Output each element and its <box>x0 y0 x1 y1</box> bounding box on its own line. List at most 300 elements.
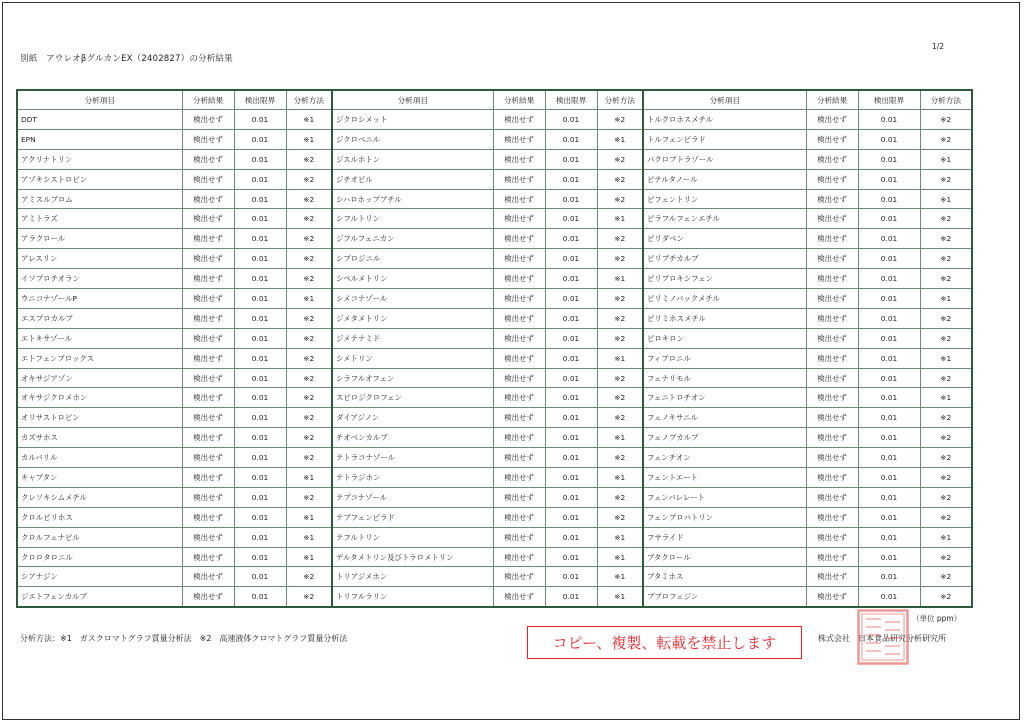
header-item: 分析項目 <box>332 90 493 110</box>
cell-item: フサライド <box>643 527 806 547</box>
cell-item: スピロジクロフェン <box>332 388 493 408</box>
cell-item: トルクロホスメチル <box>643 110 806 130</box>
cell-result: 検出せず <box>182 408 234 428</box>
cell-method: ※2 <box>597 328 643 348</box>
cell-result: 検出せず <box>806 149 858 169</box>
cell-method: ※2 <box>597 368 643 388</box>
cell-method: ※2 <box>286 328 332 348</box>
cell-item: ブタクロール <box>643 547 806 567</box>
cell-limit: 0.01 <box>858 328 920 348</box>
cell-result: 検出せず <box>806 567 858 587</box>
cell-item: ビテルタノール <box>643 169 806 189</box>
cell-item: オリサストロビン <box>17 408 182 428</box>
cell-method: ※1 <box>286 507 332 527</box>
cell-method: ※2 <box>920 587 972 607</box>
cell-item: ピリダベン <box>643 229 806 249</box>
cell-item: シアナジン <box>17 567 182 587</box>
cell-limit: 0.01 <box>234 189 286 209</box>
cell-limit: 0.01 <box>858 269 920 289</box>
cell-limit: 0.01 <box>858 587 920 607</box>
cell-method: ※2 <box>597 487 643 507</box>
table-row <box>17 249 972 269</box>
cell-limit: 0.01 <box>234 129 286 149</box>
table-row <box>17 129 972 149</box>
cell-limit: 0.01 <box>858 547 920 567</box>
cell-limit: 0.01 <box>545 169 597 189</box>
cell-method: ※2 <box>286 388 332 408</box>
cell-limit: 0.01 <box>234 527 286 547</box>
table-row <box>17 269 972 289</box>
cell-result: 検出せず <box>182 428 234 448</box>
cell-limit: 0.01 <box>545 149 597 169</box>
cell-result: 検出せず <box>182 527 234 547</box>
cell-item: シメトリン <box>332 348 493 368</box>
cell-limit: 0.01 <box>545 189 597 209</box>
cell-result: 検出せず <box>493 388 545 408</box>
cell-limit: 0.01 <box>234 249 286 269</box>
cell-limit: 0.01 <box>234 368 286 388</box>
cell-limit: 0.01 <box>545 388 597 408</box>
cell-result: 検出せず <box>493 428 545 448</box>
cell-item: パクロブトラゾール <box>643 149 806 169</box>
cell-result: 検出せず <box>182 249 234 269</box>
cell-limit: 0.01 <box>545 567 597 587</box>
cell-limit: 0.01 <box>234 547 286 567</box>
cell-limit: 0.01 <box>858 487 920 507</box>
cell-result: 検出せず <box>182 308 234 328</box>
cell-item: フェナリモル <box>643 368 806 388</box>
cell-result: 検出せず <box>182 189 234 209</box>
cell-limit: 0.01 <box>545 209 597 229</box>
cell-result: 検出せず <box>806 110 858 130</box>
cell-result: 検出せず <box>182 388 234 408</box>
cell-result: 検出せず <box>493 110 545 130</box>
cell-method: ※1 <box>597 567 643 587</box>
cell-method: ※2 <box>286 249 332 269</box>
cell-limit: 0.01 <box>858 468 920 488</box>
cell-limit: 0.01 <box>858 209 920 229</box>
cell-result: 検出せず <box>182 169 234 189</box>
cell-limit: 0.01 <box>234 388 286 408</box>
header-method: 分析方法 <box>286 90 332 110</box>
cell-limit: 0.01 <box>545 468 597 488</box>
cell-item: テトラジホン <box>332 468 493 488</box>
header-method: 分析方法 <box>597 90 643 110</box>
cell-limit: 0.01 <box>858 448 920 468</box>
cell-result: 検出せず <box>493 507 545 527</box>
cell-limit: 0.01 <box>234 169 286 189</box>
table-row <box>17 428 972 448</box>
cell-method: ※2 <box>597 507 643 527</box>
cell-limit: 0.01 <box>545 110 597 130</box>
cell-method: ※1 <box>597 547 643 567</box>
cell-method: ※2 <box>286 368 332 388</box>
cell-result: 検出せず <box>806 408 858 428</box>
cell-item: アラクロール <box>17 229 182 249</box>
table-row <box>17 308 972 328</box>
table-row <box>17 348 972 368</box>
cell-item: シラフルオフェン <box>332 368 493 388</box>
cell-limit: 0.01 <box>858 348 920 368</box>
cell-method: ※2 <box>597 110 643 130</box>
cell-method: ※2 <box>286 149 332 169</box>
cell-result: 検出せず <box>493 587 545 607</box>
cell-item: クロルピリホス <box>17 507 182 527</box>
cell-method: ※1 <box>597 468 643 488</box>
cell-result: 検出せず <box>182 209 234 229</box>
cell-item: ダイアジノン <box>332 408 493 428</box>
cell-item: ビフェントリン <box>643 189 806 209</box>
cell-method: ※1 <box>597 269 643 289</box>
cell-item: フィプロニル <box>643 348 806 368</box>
cell-result: 検出せず <box>806 269 858 289</box>
cell-limit: 0.01 <box>545 428 597 448</box>
document-title: 別紙 アウレオβグルカンEX（2402827）の分析結果 <box>20 54 233 64</box>
cell-item: ピロキロン <box>643 328 806 348</box>
cell-item: ジクロシメット <box>332 110 493 130</box>
cell-method: ※2 <box>286 348 332 368</box>
table-row <box>17 587 972 607</box>
cell-item: トルフェンピラド <box>643 129 806 149</box>
cell-result: 検出せず <box>493 567 545 587</box>
copy-prohibition-notice: コピー、複製、転載を禁止します <box>527 626 802 659</box>
cell-limit: 0.01 <box>234 408 286 428</box>
header-item: 分析項目 <box>17 90 182 110</box>
cell-method: ※2 <box>920 428 972 448</box>
cell-item: ウニコナゾールP <box>17 289 182 309</box>
cell-method: ※1 <box>286 129 332 149</box>
cell-method: ※2 <box>920 468 972 488</box>
cell-result: 検出せず <box>493 448 545 468</box>
cell-method: ※2 <box>286 189 332 209</box>
cell-method: ※2 <box>920 308 972 328</box>
cell-limit: 0.01 <box>234 487 286 507</box>
cell-limit: 0.01 <box>858 428 920 448</box>
cell-result: 検出せず <box>806 328 858 348</box>
table-row <box>17 487 972 507</box>
table-row <box>17 547 972 567</box>
table-row <box>17 229 972 249</box>
cell-item: カルバリル <box>17 448 182 468</box>
cell-item: クロロタロニル <box>17 547 182 567</box>
cell-method: ※2 <box>920 229 972 249</box>
cell-method: ※2 <box>286 169 332 189</box>
cell-method: ※2 <box>920 487 972 507</box>
cell-method: ※2 <box>920 448 972 468</box>
cell-item: テブフェンピラド <box>332 507 493 527</box>
cell-item: クレソキシムメチル <box>17 487 182 507</box>
cell-limit: 0.01 <box>545 269 597 289</box>
cell-result: 検出せず <box>182 468 234 488</box>
table-row <box>17 328 972 348</box>
cell-result: 検出せず <box>182 348 234 368</box>
cell-item: ブプロフェジン <box>643 587 806 607</box>
cell-method: ※2 <box>920 269 972 289</box>
table-header-row <box>17 90 972 110</box>
cell-method: ※2 <box>597 149 643 169</box>
cell-method: ※2 <box>920 507 972 527</box>
page-number: 1/2 <box>932 42 945 51</box>
table-row <box>17 189 972 209</box>
cell-item: DDT <box>17 110 182 130</box>
cell-limit: 0.01 <box>234 507 286 527</box>
cell-limit: 0.01 <box>234 587 286 607</box>
cell-limit: 0.01 <box>545 448 597 468</box>
cell-method: ※1 <box>920 388 972 408</box>
cell-item: エスプロカルブ <box>17 308 182 328</box>
cell-limit: 0.01 <box>858 229 920 249</box>
cell-item: オキサジクロメホン <box>17 388 182 408</box>
cell-result: 検出せず <box>182 110 234 130</box>
cell-method: ※2 <box>920 249 972 269</box>
table-row <box>17 408 972 428</box>
cell-result: 検出せず <box>493 368 545 388</box>
cell-limit: 0.01 <box>545 587 597 607</box>
header-limit: 検出限界 <box>545 90 597 110</box>
cell-result: 検出せず <box>493 289 545 309</box>
cell-limit: 0.01 <box>545 249 597 269</box>
cell-method: ※2 <box>920 368 972 388</box>
cell-result: 検出せず <box>493 468 545 488</box>
cell-limit: 0.01 <box>234 448 286 468</box>
cell-item: ピリブチカルブ <box>643 249 806 269</box>
cell-method: ※1 <box>920 149 972 169</box>
cell-method: ※2 <box>286 308 332 328</box>
cell-item: ジスルホトン <box>332 149 493 169</box>
cell-limit: 0.01 <box>234 229 286 249</box>
cell-result: 検出せず <box>806 428 858 448</box>
cell-result: 検出せず <box>806 388 858 408</box>
cell-result: 検出せず <box>806 527 858 547</box>
table-row <box>17 468 972 488</box>
cell-item: トリフルラリン <box>332 587 493 607</box>
cell-result: 検出せず <box>493 487 545 507</box>
header-result: 分析結果 <box>806 90 858 110</box>
cell-result: 検出せず <box>806 249 858 269</box>
cell-item: シフルトリン <box>332 209 493 229</box>
results-body <box>17 110 972 608</box>
cell-method: ※2 <box>597 229 643 249</box>
cell-item: カズサホス <box>17 428 182 448</box>
cell-item: アミスルブロム <box>17 189 182 209</box>
cell-limit: 0.01 <box>545 487 597 507</box>
cell-limit: 0.01 <box>858 249 920 269</box>
cell-result: 検出せず <box>182 289 234 309</box>
cell-limit: 0.01 <box>234 149 286 169</box>
header-result: 分析結果 <box>182 90 234 110</box>
cell-item: フェントエート <box>643 468 806 488</box>
cell-method: ※2 <box>920 408 972 428</box>
table-row <box>17 289 972 309</box>
cell-result: 検出せず <box>493 547 545 567</box>
table-row <box>17 110 972 130</box>
cell-result: 検出せず <box>493 169 545 189</box>
cell-item: キャプタン <box>17 468 182 488</box>
cell-result: 検出せず <box>182 269 234 289</box>
cell-result: 検出せず <box>493 308 545 328</box>
cell-item: ブタミホス <box>643 567 806 587</box>
cell-method: ※2 <box>286 487 332 507</box>
cell-item: シペルメトリン <box>332 269 493 289</box>
cell-item: ピリミホスメチル <box>643 308 806 328</box>
cell-method: ※2 <box>286 567 332 587</box>
header-limit: 検出限界 <box>234 90 286 110</box>
cell-limit: 0.01 <box>545 328 597 348</box>
cell-result: 検出せず <box>806 468 858 488</box>
cell-limit: 0.01 <box>234 289 286 309</box>
cell-result: 検出せず <box>182 567 234 587</box>
cell-method: ※2 <box>920 129 972 149</box>
cell-method: ※2 <box>597 388 643 408</box>
cell-method: ※2 <box>597 189 643 209</box>
cell-method: ※1 <box>286 468 332 488</box>
cell-limit: 0.01 <box>858 368 920 388</box>
cell-item: ジメタメトリン <box>332 308 493 328</box>
cell-method: ※2 <box>286 408 332 428</box>
cell-limit: 0.01 <box>858 289 920 309</box>
cell-item: フェンバレレート <box>643 487 806 507</box>
cell-method: ※2 <box>920 547 972 567</box>
cell-item: テフルトリン <box>332 527 493 547</box>
cell-method: ※2 <box>920 169 972 189</box>
cell-method: ※2 <box>597 408 643 428</box>
cell-result: 検出せず <box>493 408 545 428</box>
unit-note: （単位 ppm） <box>912 614 962 623</box>
cell-result: 検出せず <box>182 547 234 567</box>
cell-method: ※2 <box>286 269 332 289</box>
cell-limit: 0.01 <box>858 129 920 149</box>
cell-result: 検出せず <box>806 289 858 309</box>
cell-method: ※2 <box>597 308 643 328</box>
cell-limit: 0.01 <box>858 149 920 169</box>
cell-method: ※2 <box>286 587 332 607</box>
cell-limit: 0.01 <box>545 289 597 309</box>
cell-limit: 0.01 <box>545 408 597 428</box>
cell-item: EPN <box>17 129 182 149</box>
cell-item: ジチオピル <box>332 169 493 189</box>
cell-method: ※1 <box>920 348 972 368</box>
cell-method: ※1 <box>597 129 643 149</box>
table-row <box>17 527 972 547</box>
cell-method: ※2 <box>920 567 972 587</box>
cell-limit: 0.01 <box>545 129 597 149</box>
header-item: 分析項目 <box>643 90 806 110</box>
cell-result: 検出せず <box>182 507 234 527</box>
cell-method: ※2 <box>920 328 972 348</box>
cell-result: 検出せず <box>806 229 858 249</box>
cell-item: エトフェンプロックス <box>17 348 182 368</box>
table-row <box>17 507 972 527</box>
method-note: 分析方法：※1 ガスクロマトグラフ質量分析法 ※2 高速液体クロマトグラフ質量分析法 <box>20 634 348 643</box>
cell-item: ピリプロキシフェン <box>643 269 806 289</box>
cell-result: 検出せず <box>493 249 545 269</box>
cell-method: ※1 <box>597 209 643 229</box>
cell-result: 検出せず <box>806 129 858 149</box>
cell-method: ※1 <box>286 527 332 547</box>
cell-limit: 0.01 <box>234 269 286 289</box>
cell-limit: 0.01 <box>545 547 597 567</box>
cell-result: 検出せず <box>182 328 234 348</box>
cell-limit: 0.01 <box>234 110 286 130</box>
cell-limit: 0.01 <box>858 507 920 527</box>
cell-item: ピリミノバックメチル <box>643 289 806 309</box>
cell-limit: 0.01 <box>545 229 597 249</box>
cell-result: 検出せず <box>806 507 858 527</box>
cell-limit: 0.01 <box>234 209 286 229</box>
table-row <box>17 209 972 229</box>
table-row <box>17 368 972 388</box>
cell-item: ジクロベニル <box>332 129 493 149</box>
cell-item: テトラコナゾール <box>332 448 493 468</box>
cell-method: ※1 <box>597 348 643 368</box>
cell-result: 検出せず <box>806 169 858 189</box>
cell-item: アクリナトリン <box>17 149 182 169</box>
cell-item: フェノブカルブ <box>643 428 806 448</box>
cell-item: フェンプロパトリン <box>643 507 806 527</box>
cell-item: アレスリン <box>17 249 182 269</box>
cell-limit: 0.01 <box>545 527 597 547</box>
cell-method: ※1 <box>920 289 972 309</box>
cell-result: 検出せず <box>182 129 234 149</box>
table-row <box>17 169 972 189</box>
results-table <box>16 89 973 608</box>
table-row <box>17 149 972 169</box>
cell-item: アゾキシストロビン <box>17 169 182 189</box>
cell-item: シメコナゾール <box>332 289 493 309</box>
cell-item: フェンチオン <box>643 448 806 468</box>
cell-limit: 0.01 <box>234 567 286 587</box>
cell-method: ※2 <box>597 169 643 189</box>
cell-result: 検出せず <box>182 229 234 249</box>
cell-method: ※2 <box>597 249 643 269</box>
cell-result: 検出せず <box>806 587 858 607</box>
cell-result: 検出せず <box>806 368 858 388</box>
cell-limit: 0.01 <box>234 428 286 448</box>
cell-method: ※1 <box>597 587 643 607</box>
cell-result: 検出せず <box>493 348 545 368</box>
cell-item: ピラフルフェンエチル <box>643 209 806 229</box>
cell-method: ※2 <box>286 448 332 468</box>
cell-result: 検出せず <box>182 587 234 607</box>
cell-limit: 0.01 <box>858 169 920 189</box>
header-limit: 検出限界 <box>858 90 920 110</box>
cell-item: トリアジメホン <box>332 567 493 587</box>
cell-limit: 0.01 <box>545 507 597 527</box>
cell-limit: 0.01 <box>545 308 597 328</box>
cell-item: ジメテナミド <box>332 328 493 348</box>
cell-method: ※1 <box>920 189 972 209</box>
cell-limit: 0.01 <box>858 388 920 408</box>
cell-item: フェノキサニル <box>643 408 806 428</box>
cell-item: チオベンカルブ <box>332 428 493 448</box>
cell-method: ※1 <box>286 547 332 567</box>
cell-result: 検出せず <box>493 129 545 149</box>
cell-method: ※2 <box>597 289 643 309</box>
table-row <box>17 567 972 587</box>
cell-method: ※2 <box>286 428 332 448</box>
cell-result: 検出せず <box>182 368 234 388</box>
cell-item: ジフルフェニカン <box>332 229 493 249</box>
cell-limit: 0.01 <box>234 468 286 488</box>
cell-limit: 0.01 <box>234 308 286 328</box>
cell-limit: 0.01 <box>858 189 920 209</box>
cell-method: ※1 <box>286 289 332 309</box>
cell-result: 検出せず <box>493 229 545 249</box>
cell-result: 検出せず <box>806 348 858 368</box>
cell-method: ※2 <box>286 209 332 229</box>
cell-limit: 0.01 <box>858 308 920 328</box>
cell-limit: 0.01 <box>545 348 597 368</box>
